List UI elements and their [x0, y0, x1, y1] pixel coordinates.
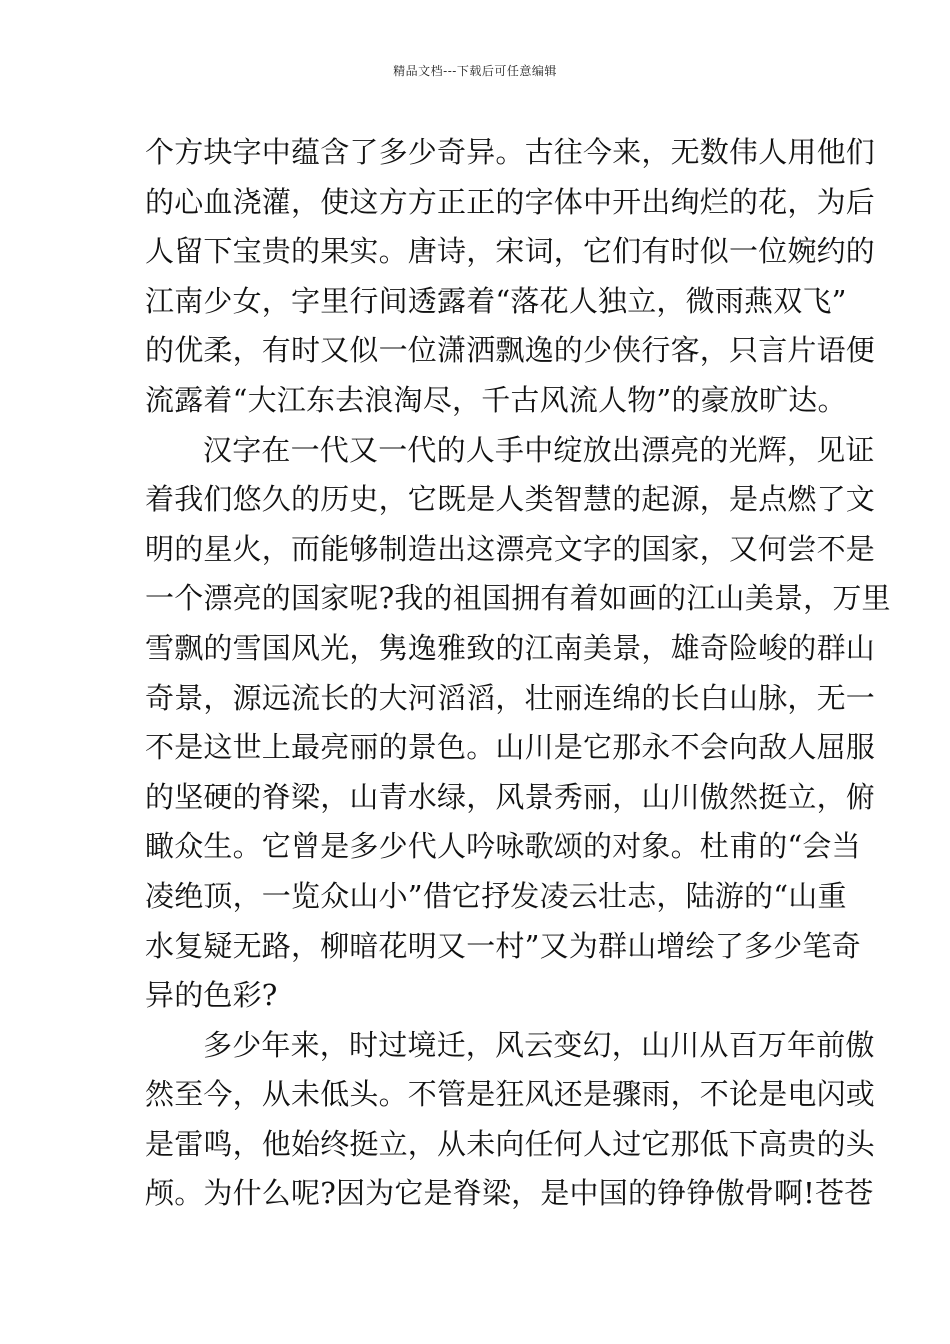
- document-body: [145, 128, 891, 1219]
- text-line: 雪飘的雪国风光，隽逸雅致的江南美景，雄奇险峻的群山: [145, 630, 876, 665]
- text-line: 明的星火，而能够制造出这漂亮文字的国家，又何尝不是: [145, 531, 876, 566]
- paragraph-first-line: 汉字在一代又一代的人手中绽放出漂亮的光辉，见证: [203, 432, 875, 467]
- text-line: 人留下宝贵的果实。唐诗，宋词，它们有时似一位婉约的: [145, 234, 876, 269]
- text-line: 一个漂亮的国家呢?我的祖国拥有着如画的江山美景，万里: [145, 581, 891, 616]
- text-line: 的坚硬的脊梁，山青水绿，风景秀丽，山川傲然挺立，俯: [145, 779, 876, 814]
- text-line: 奇景，源远流长的大河滔滔，壮丽连绵的长白山脉，无一: [145, 680, 876, 715]
- paragraph-first-line: 多少年来，时过境迁，风云变幻，山川从百万年前傲: [203, 1027, 875, 1062]
- text-line: 流露着“大江东去浪淘尽，千古风流人物”的豪放旷达。: [145, 382, 847, 417]
- text-line: 着我们悠久的历史，它既是人类智慧的起源，是点燃了文: [145, 482, 876, 517]
- text-line: 颅。为什么呢?因为它是脊梁，是中国的铮铮傲骨啊!苍苍: [145, 1176, 874, 1211]
- text-line: 水复疑无路，柳暗花明又一村”又为群山增绘了多少笔奇: [145, 928, 861, 963]
- text-line: 的心血浇灌，使这方方正正的字体中开出绚烂的花，为后: [145, 184, 876, 219]
- text-line: 江南少女，字里行间透露着“落花人独立，微雨燕双飞”: [145, 283, 847, 318]
- text-line: 瞰众生。它曾是多少代人吟咏歌颂的对象。杜甫的“会当: [145, 829, 861, 864]
- text-line: 个方块字中蕴含了多少奇异。古往今来，无数伟人用他们: [145, 135, 876, 169]
- text-line: 的优柔，有时又似一位潇洒飘逸的少侠行客，只言片语便: [145, 333, 876, 368]
- page-header: 精品文档---下载后可任意编辑: [393, 64, 557, 78]
- text-line: 凌绝顶，一览众山小”借它抒发凌云壮志，陆游的“山重: [145, 878, 847, 913]
- text-line: 异的色彩?: [145, 978, 278, 1013]
- text-line: 不是这世上最亮丽的景色。山川是它那永不会向敌人屈服: [145, 730, 876, 765]
- text-line: 然至今，从未低头。不管是狂风还是骤雨，不论是电闪或: [145, 1077, 876, 1112]
- text-line: 是雷鸣，他始终挺立，从未向任何人过它那低下高贵的头: [145, 1126, 876, 1161]
